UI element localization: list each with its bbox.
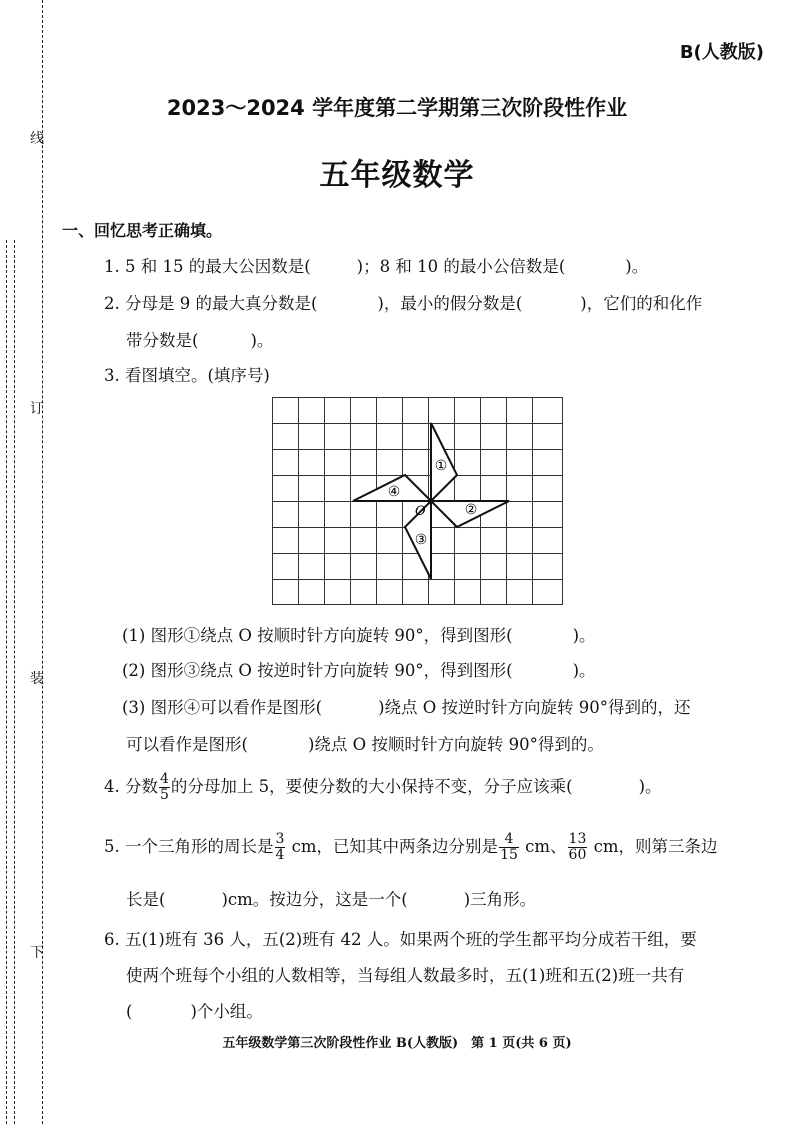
question-5-line-1 <box>104 832 718 863</box>
q5-text-d: cm，则第三条边 <box>588 837 718 856</box>
margin-label-down: 下 <box>30 945 44 961</box>
q1-text-a: 1. 5 和 15 的最大公因数是( <box>104 257 311 276</box>
question-6-line-3 <box>126 998 263 1022</box>
q5-text-e: 长是( <box>126 890 166 909</box>
q4-text-c: )。 <box>638 777 662 796</box>
q3p3-text-c: 可以看作是图形( <box>126 735 248 754</box>
q6-text-d: )个小组。 <box>190 1002 263 1021</box>
q6-text-c: ( <box>126 1002 133 1021</box>
q3p1-text-b: )。 <box>572 626 596 645</box>
label-shape-2: ② <box>464 502 478 518</box>
center-point-o <box>428 498 434 504</box>
q4-text-b: 的分母加上 5，要使分数的大小保持不变，分子应该乘( <box>170 777 573 796</box>
q5-text-a: 5. 一个三角形的周长是 <box>104 837 274 856</box>
q4-fraction <box>159 772 170 803</box>
q2-text-a: 2. 分母是 9 的最大真分数是( <box>104 294 318 313</box>
q5-f2-den: 15 <box>500 847 518 863</box>
document-title: 2023～2024 学年度第二学期第三次阶段性作业 <box>166 96 628 120</box>
q1-text-b: )；8 和 10 的最小公倍数是( <box>356 257 566 276</box>
q4-text-a: 4. 分数 <box>104 777 158 796</box>
q5-f2-num: 4 <box>499 832 519 848</box>
q3p3-text-b: )绕点 O 按逆时针方向旋转 90°得到的，还 <box>378 698 691 717</box>
question-3-part-1 <box>122 622 596 646</box>
margin-label-line: 线 <box>30 131 44 147</box>
question-6-line-1: 6. 五(1)班有 36 人，五(2)班有 42 人。如果两个班的学生都平均分成若干组，要 <box>104 930 697 949</box>
question-2-line-2 <box>126 327 273 351</box>
question-1 <box>104 253 648 277</box>
label-shape-1: ① <box>434 458 448 474</box>
q2-text-d: 带分数是( <box>126 331 199 350</box>
q4-frac-den: 5 <box>160 787 169 803</box>
q1-text-c: )。 <box>625 257 649 276</box>
q3p1-text-a: (1) 图形①绕点 O 按顺时针方向旋转 90°，得到图形( <box>122 626 513 645</box>
q5-text-c: cm、 <box>519 837 567 856</box>
q5-fraction-2 <box>499 832 519 863</box>
rotation-grid-figure <box>272 397 564 605</box>
label-shape-3: ③ <box>414 532 428 548</box>
q5-fraction-1 <box>275 832 286 863</box>
question-4 <box>104 772 662 803</box>
q2-text-c: )，它们的和化作 <box>580 294 703 313</box>
cut-line-outer <box>6 240 7 1124</box>
question-3-part-3-line-2 <box>126 731 604 755</box>
q5-f3-den: 60 <box>568 847 587 863</box>
cut-line-inner <box>14 240 15 1124</box>
page-footer: 五年级数学第三次阶段性作业 B(人教版) 第 1 页(共 6 页) <box>222 1036 572 1051</box>
q3p3-text-d: )绕点 O 按顺时针方向旋转 90°得到的。 <box>307 735 604 754</box>
question-3-part-3-line-1 <box>122 694 691 718</box>
margin-label-bind: 订 <box>30 401 44 417</box>
q5-f1-den: 4 <box>275 847 285 863</box>
section-heading: 一、回忆思考正确填。 <box>62 221 223 240</box>
q5-text-b: cm，已知其中两条边分别是 <box>286 837 499 856</box>
q2-text-e: )。 <box>250 331 274 350</box>
edition-label: B(人教版) <box>679 42 764 63</box>
label-shape-4: ④ <box>387 484 401 500</box>
question-6-line-2: 使两个班每个小组的人数相等，当每组人数最多时，五(1)班和五(2)班一共有 <box>126 966 685 985</box>
q3p2-text-a: (2) 图形③绕点 O 按逆时针方向旋转 90°，得到图形( <box>122 661 513 680</box>
q2-text-b: )，最小的假分数是( <box>377 294 523 313</box>
subject-title: 五年级数学 <box>319 158 475 193</box>
q5-text-f: )cm。按边分，这是一个( <box>221 890 408 909</box>
q3p3-text-a: (3) 图形④可以看作是图形( <box>122 698 323 717</box>
question-3-part-2 <box>122 657 596 681</box>
q5-f3-num: 13 <box>568 831 587 847</box>
q3p2-text-b: )。 <box>572 661 596 680</box>
question-5-line-2 <box>126 886 536 910</box>
margin-label-pack: 装 <box>30 671 44 687</box>
q5-text-g: )三角形。 <box>463 890 537 909</box>
center-label-o: O <box>415 504 426 519</box>
q5-fraction-3 <box>568 832 588 863</box>
q4-frac-num: 4 <box>160 771 169 787</box>
question-3-intro: 3. 看图填空。(填序号) <box>104 366 270 385</box>
question-2-line-1 <box>104 290 702 314</box>
q5-f1-num: 3 <box>275 831 285 847</box>
